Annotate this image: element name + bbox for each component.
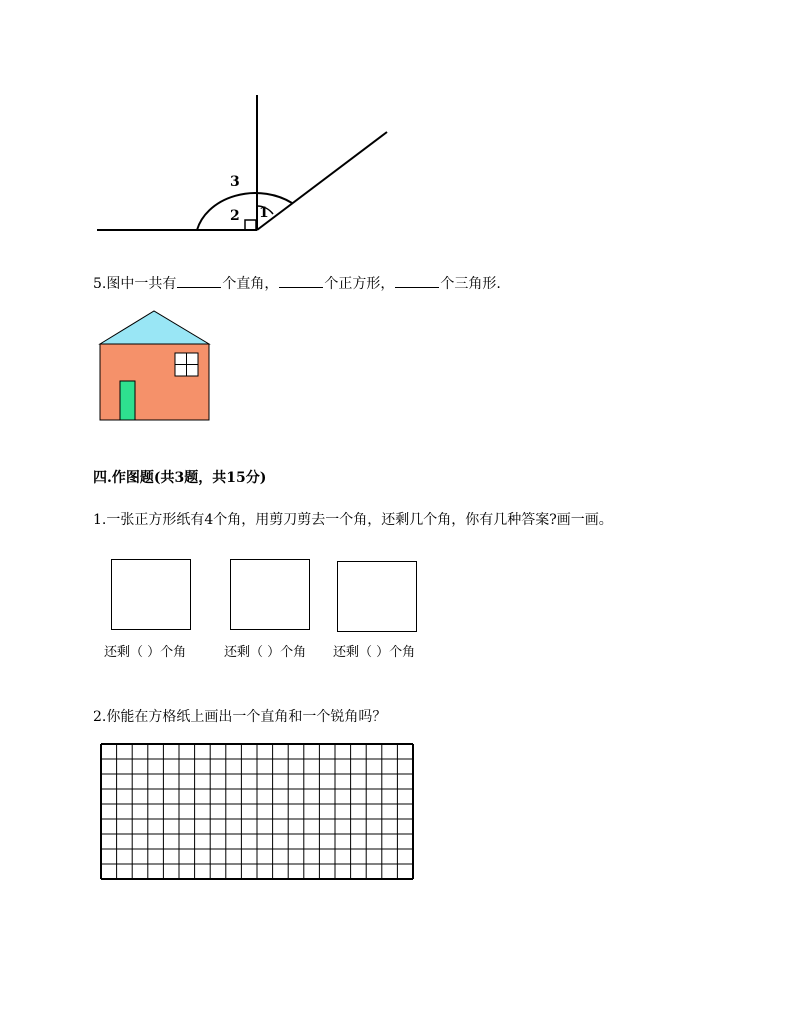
question-5-prefix: 5.图中一共有: [93, 276, 177, 292]
caption-square-1: 还剩（ ）个角: [104, 645, 187, 660]
angle-label-1: 1: [259, 205, 269, 221]
question-5-part1: 个直角，: [222, 276, 279, 292]
section-title: 四.作图题(共3题，共15分): [93, 470, 267, 486]
question-5-part2: 个正方形，: [324, 276, 395, 292]
caption-square-2: 还剩（ ）个角: [224, 645, 307, 660]
question-5-part3: 个三角形.: [440, 276, 501, 292]
angle-label-3: 3: [230, 174, 240, 190]
angle-label-2: 2: [230, 208, 240, 224]
caption-square-3: 还剩（ ）个角: [333, 645, 416, 660]
question-1-text: 1.一张正方形纸有4个角，用剪刀剪去一个角，还剩几个角，你有几种答案?画一画。: [93, 512, 613, 528]
question-2-text: 2.你能在方格纸上画出一个直角和一个锐角吗？: [93, 709, 387, 725]
